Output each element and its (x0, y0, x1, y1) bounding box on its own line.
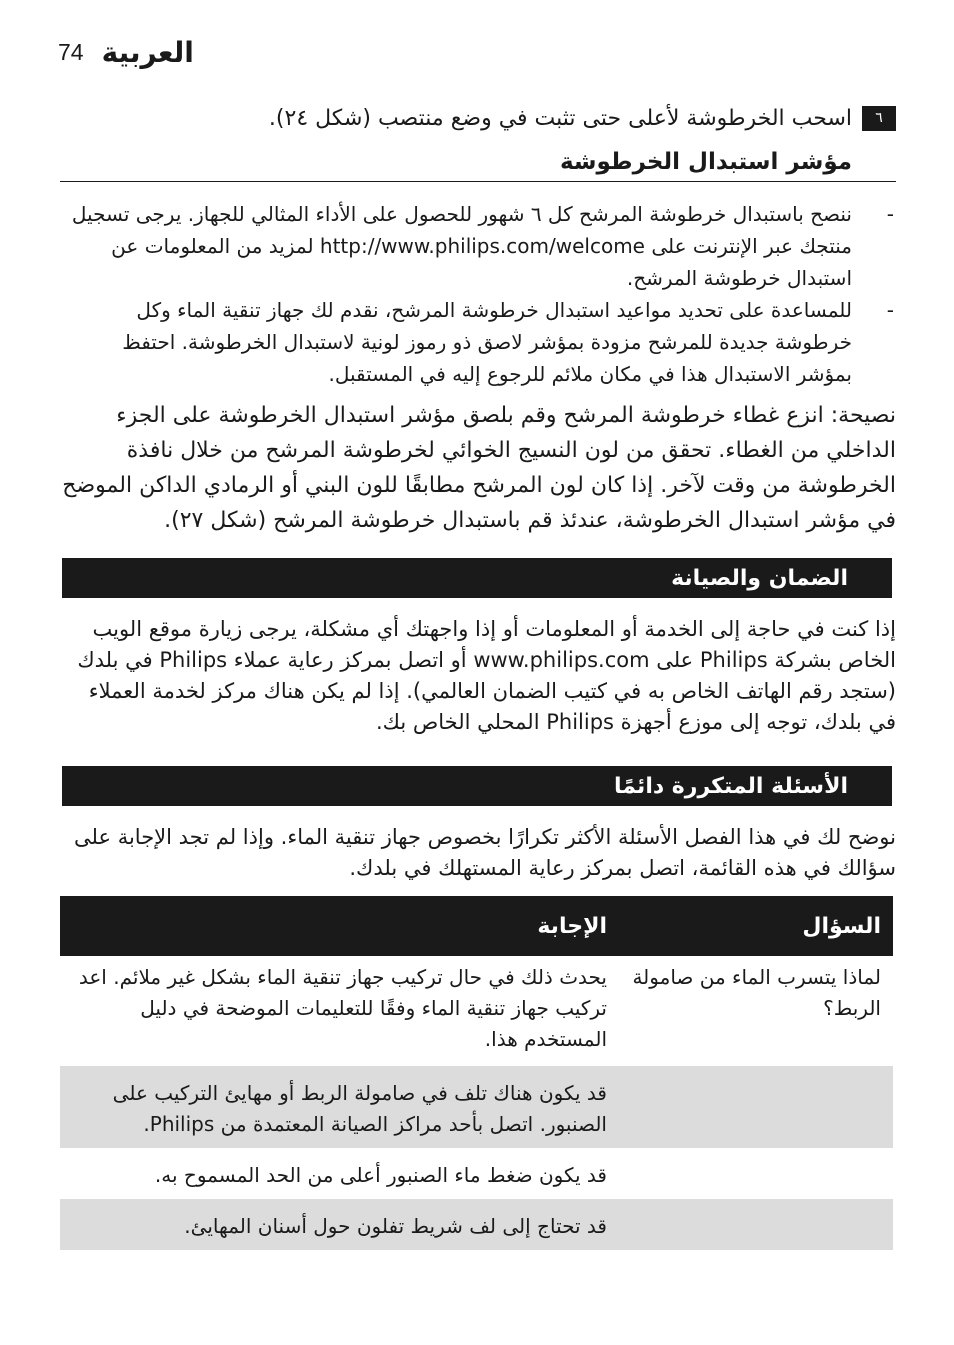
language-title: العربية (101, 35, 194, 69)
column-header-question: السؤال (619, 896, 893, 956)
filter-indicator-heading: مؤشر استبدال الخرطوشة (60, 142, 896, 182)
filter-indicator-list (62, 198, 896, 390)
bullet-dash: - (886, 298, 894, 322)
table-row (60, 1066, 893, 1148)
section-title: الأسئلة المتكررة دائمًا (614, 773, 848, 799)
faq-table (60, 896, 893, 1250)
step-text: اسحب الخرطوشة لأعلى حتى تثبت في وضع منتصب (شكل ٢٤). (268, 105, 852, 131)
step-number-badge: ٦ (862, 106, 896, 131)
question-cell (619, 1199, 893, 1250)
column-header-answer: الإجابة (60, 896, 619, 956)
table-row (60, 1148, 893, 1199)
bullet-dash: - (886, 202, 894, 226)
warranty-section-heading (62, 558, 892, 598)
page-header (58, 30, 194, 74)
list-item-text: للمساعدة على تحديد مواعيد استبدال خرطوشة المرشح، نقدم لك جهاز تنقية الماء وكل خرطوشة جديدة للمرشح مزودة بمؤشر لاصق ذو رموز لونية لاستبدال الخرطوشة. احتفظ بمؤشر الاستبدال هذا في مكان ملائم للرجوع إليه في المستقبل. (122, 298, 852, 386)
faq-section-heading (62, 766, 892, 806)
tip-paragraph: نصيحة: انزع غطاء خرطوشة المرشح وقم بلصق مؤشر استبدال الخرطوشة على الجزء الداخلي من الغطاء. تحقق من لون النسيج الخوائي لخرطوشة المرشح من خلال نافذة الخرطوشة من وقت لآخر. إذا كان لون المرشح مطابقًا للون البني أو الرمادي الداكن الموضح في مؤشر استبدال الخرطوشة، عندئذ قم باستبدال خرطوشة المرشح (شكل ٢٧). (62, 403, 896, 533)
list-item-text: ننصح باستبدال خرطوشة المرشح كل ٦ شهور للحصول على الأداء المثالي للجهاز. يرجى تسجيل منتجك عبر الإنترنت على http://www.philips.com/welcome لمزيد من المعلومات عن استبدال خرطوشة المرشح. (71, 202, 852, 290)
faq-intro-paragraph: نوضح لك في هذا الفصل الأسئلة الأكثر تكرارًا بخصوص جهاز تنقية الماء. وإذا لم تجد الإجابة على سؤالك في هذه القائمة، اتصل بمركز رعاية المستهلك في بلدك. (74, 825, 896, 880)
answer-cell: يحدث ذلك في حال تركيب جهاز تنقية الماء بشكل غير ملائم. اعد تركيب جهاز تنقية الماء وفقًا للتعليمات الموضحة في دليل المستخدم هذا. (78, 965, 607, 1051)
warranty-paragraph: إذا كنت في حاجة إلى الخدمة أو المعلومات أو إذا واجهتك أي مشكلة، يرجى زيارة موقع الويب الخاص بشركة Philips على www.philips.com أو اتصل بمركز رعاية عملاء Philips في بلدك (ستجد رقم الهاتف الخاص به في كتيب الضمان العالمي). إذا لم يكن هناك مركز لخدمة العملاء في بلدك، توجه إلى موزع أجهزة Philips المحلي الخاص بك. (77, 617, 896, 734)
answer-cell: قد يكون ضغط ماء الصنبور أعلى من الحد المسموح به. (154, 1163, 607, 1187)
question-cell (619, 1148, 893, 1199)
step-6 (60, 98, 896, 138)
question-cell (619, 1066, 893, 1148)
table-row (60, 1199, 893, 1250)
page-number: 74 (58, 38, 84, 65)
table-row (60, 956, 893, 1066)
answer-cell: قد تحتاج إلى لف شريط تفلون حول أسنان المهايئ. (60, 1199, 619, 1250)
section-title: الضمان والصيانة (671, 565, 848, 591)
table-header-row (60, 896, 893, 956)
question-cell: لماذا يتسرب الماء من صامولة الربط؟ (632, 965, 881, 1020)
list-item (62, 294, 896, 390)
answer-cell: قد يكون هناك تلف في صامولة الربط أو مهايئ التركيب على الصنبور. اتصل بأحد مراكز الصيانة المعتمدة من Philips. (60, 1066, 619, 1148)
list-item (62, 198, 896, 294)
